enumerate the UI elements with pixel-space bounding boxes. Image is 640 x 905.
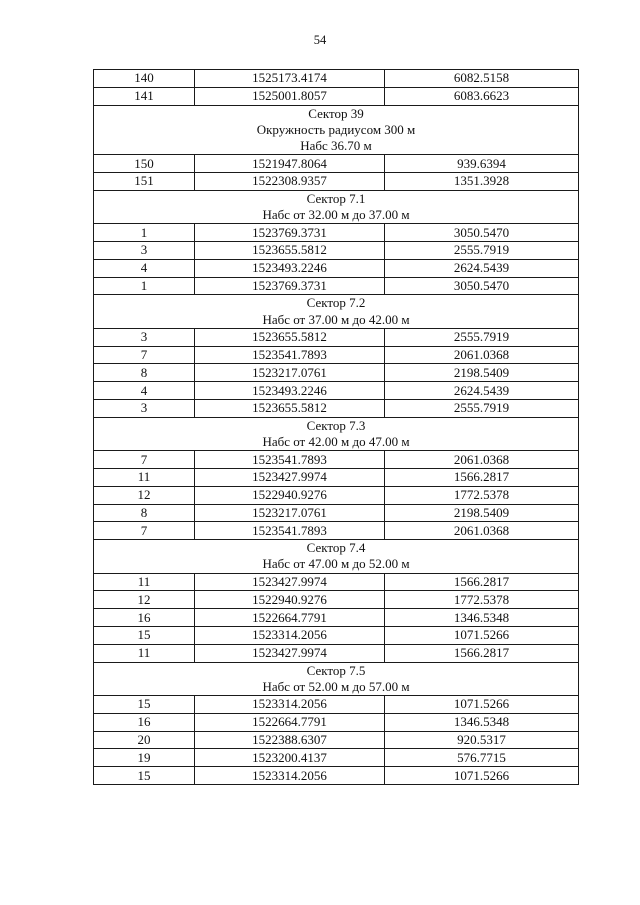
y-coordinate-cell: 576.7715 bbox=[385, 749, 579, 767]
x-coordinate-cell: 1523217.0761 bbox=[195, 504, 385, 522]
y-coordinate-cell: 2624.5439 bbox=[385, 382, 579, 400]
x-coordinate-cell: 1523655.5812 bbox=[195, 399, 385, 417]
point-number-cell: 151 bbox=[94, 173, 195, 191]
y-coordinate-cell: 3050.5470 bbox=[385, 277, 579, 295]
y-coordinate-cell: 2198.5409 bbox=[385, 504, 579, 522]
y-coordinate-cell: 2061.0368 bbox=[385, 451, 579, 469]
point-number-cell: 140 bbox=[94, 70, 195, 88]
point-number-cell: 16 bbox=[94, 609, 195, 627]
x-coordinate-cell: 1523541.7893 bbox=[195, 451, 385, 469]
table-row bbox=[94, 346, 579, 364]
page-number: 54 bbox=[313, 33, 327, 47]
table-row bbox=[94, 277, 579, 295]
y-coordinate-cell: 6082.5158 bbox=[385, 70, 579, 88]
y-coordinate-cell: 1566.2817 bbox=[385, 644, 579, 662]
coordinates-table bbox=[93, 69, 579, 785]
x-coordinate-cell: 1523314.2056 bbox=[195, 767, 385, 785]
table-row bbox=[94, 749, 579, 767]
y-coordinate-cell: 6083.6623 bbox=[385, 87, 579, 105]
point-number-cell: 7 bbox=[94, 451, 195, 469]
table-row bbox=[94, 573, 579, 591]
point-number-cell: 16 bbox=[94, 713, 195, 731]
x-coordinate-cell: 1523200.4137 bbox=[195, 749, 385, 767]
point-number-cell: 150 bbox=[94, 155, 195, 173]
sector-description: Окружность радиусом 300 м bbox=[256, 121, 416, 137]
y-coordinate-cell: 2555.7919 bbox=[385, 242, 579, 260]
point-number-cell: 3 bbox=[94, 328, 195, 346]
sector-header-row bbox=[94, 295, 579, 328]
coordinates-table-body bbox=[94, 70, 579, 785]
x-coordinate-cell: 1522388.6307 bbox=[195, 731, 385, 749]
y-coordinate-cell: 1772.5378 bbox=[385, 591, 579, 609]
table-row bbox=[94, 486, 579, 504]
table-row bbox=[94, 382, 579, 400]
sector-header-cell bbox=[94, 190, 579, 223]
y-coordinate-cell: 2555.7919 bbox=[385, 328, 579, 346]
sector-header-row bbox=[94, 662, 579, 695]
point-number-cell: 8 bbox=[94, 364, 195, 382]
sector-header-cell bbox=[94, 540, 579, 573]
table-row bbox=[94, 713, 579, 731]
table-row bbox=[94, 626, 579, 644]
x-coordinate-cell: 1523493.2246 bbox=[195, 382, 385, 400]
sector-header-row bbox=[94, 105, 579, 155]
table-row bbox=[94, 522, 579, 540]
table-row bbox=[94, 504, 579, 522]
x-coordinate-cell: 1523769.3731 bbox=[195, 224, 385, 242]
y-coordinate-cell: 1566.2817 bbox=[385, 573, 579, 591]
table-row bbox=[94, 70, 579, 88]
sector-title: Сектор 7.4 bbox=[306, 540, 366, 556]
point-number-cell: 141 bbox=[94, 87, 195, 105]
sector-description: Набс от 42.00 м до 47.00 м bbox=[262, 433, 410, 449]
point-number-cell: 1 bbox=[94, 224, 195, 242]
y-coordinate-cell: 1566.2817 bbox=[385, 468, 579, 486]
sector-header-row bbox=[94, 190, 579, 223]
table-row bbox=[94, 644, 579, 662]
sector-header-cell bbox=[94, 105, 579, 155]
point-number-cell: 11 bbox=[94, 644, 195, 662]
y-coordinate-cell: 2555.7919 bbox=[385, 399, 579, 417]
table-row bbox=[94, 468, 579, 486]
table-row bbox=[94, 399, 579, 417]
table-row bbox=[94, 242, 579, 260]
sector-title: Сектор 7.3 bbox=[306, 417, 366, 433]
y-coordinate-cell: 2061.0368 bbox=[385, 522, 579, 540]
y-coordinate-cell: 2061.0368 bbox=[385, 346, 579, 364]
y-coordinate-cell: 1071.5266 bbox=[385, 695, 579, 713]
table-row bbox=[94, 609, 579, 627]
y-coordinate-cell: 939.6394 bbox=[385, 155, 579, 173]
point-number-cell: 3 bbox=[94, 399, 195, 417]
x-coordinate-cell: 1523314.2056 bbox=[195, 695, 385, 713]
sector-description: Набс 36.70 м bbox=[300, 138, 372, 153]
x-coordinate-cell: 1522940.9276 bbox=[195, 591, 385, 609]
table-row bbox=[94, 155, 579, 173]
x-coordinate-cell: 1523655.5812 bbox=[195, 242, 385, 260]
table-row bbox=[94, 328, 579, 346]
point-number-cell: 15 bbox=[94, 695, 195, 713]
x-coordinate-cell: 1523314.2056 bbox=[195, 626, 385, 644]
table-row bbox=[94, 695, 579, 713]
table-row bbox=[94, 87, 579, 105]
y-coordinate-cell: 1351.3928 bbox=[385, 173, 579, 191]
sector-header-cell bbox=[94, 295, 579, 328]
x-coordinate-cell: 1522940.9276 bbox=[195, 486, 385, 504]
point-number-cell: 8 bbox=[94, 504, 195, 522]
y-coordinate-cell: 1346.5348 bbox=[385, 713, 579, 731]
x-coordinate-cell: 1523493.2246 bbox=[195, 259, 385, 277]
y-coordinate-cell: 1772.5378 bbox=[385, 486, 579, 504]
table-row bbox=[94, 451, 579, 469]
table-row bbox=[94, 364, 579, 382]
sector-header-cell bbox=[94, 417, 579, 450]
sector-header-cell bbox=[94, 662, 579, 695]
sector-description: Набс от 52.00 м до 57.00 м bbox=[262, 678, 410, 694]
x-coordinate-cell: 1525173.4174 bbox=[195, 70, 385, 88]
x-coordinate-cell: 1525001.8057 bbox=[195, 87, 385, 105]
table-row bbox=[94, 224, 579, 242]
y-coordinate-cell: 1346.5348 bbox=[385, 609, 579, 627]
sector-description: Набс от 32.00 м до 37.00 м bbox=[262, 207, 410, 222]
sector-title: Сектор 39 bbox=[308, 105, 364, 121]
point-number-cell: 1 bbox=[94, 277, 195, 295]
table-row bbox=[94, 591, 579, 609]
y-coordinate-cell: 920.5317 bbox=[385, 731, 579, 749]
sector-title: Сектор 7.2 bbox=[306, 295, 366, 311]
table-row bbox=[94, 173, 579, 191]
sector-header-row bbox=[94, 540, 579, 573]
x-coordinate-cell: 1523217.0761 bbox=[195, 364, 385, 382]
y-coordinate-cell: 2198.5409 bbox=[385, 364, 579, 382]
table-row bbox=[94, 259, 579, 277]
point-number-cell: 19 bbox=[94, 749, 195, 767]
x-coordinate-cell: 1522664.7791 bbox=[195, 713, 385, 731]
point-number-cell: 15 bbox=[94, 767, 195, 785]
x-coordinate-cell: 1523541.7893 bbox=[195, 346, 385, 364]
x-coordinate-cell: 1523427.9974 bbox=[195, 468, 385, 486]
point-number-cell: 11 bbox=[94, 573, 195, 591]
x-coordinate-cell: 1523769.3731 bbox=[195, 277, 385, 295]
point-number-cell: 20 bbox=[94, 731, 195, 749]
sector-title: Сектор 7.1 bbox=[306, 190, 366, 206]
point-number-cell: 4 bbox=[94, 259, 195, 277]
point-number-cell: 12 bbox=[94, 486, 195, 504]
sector-title: Сектор 7.5 bbox=[306, 662, 366, 678]
x-coordinate-cell: 1523427.9974 bbox=[195, 644, 385, 662]
point-number-cell: 12 bbox=[94, 591, 195, 609]
sector-description: Набс от 37.00 м до 42.00 м bbox=[262, 311, 410, 327]
point-number-cell: 4 bbox=[94, 382, 195, 400]
y-coordinate-cell: 2624.5439 bbox=[385, 259, 579, 277]
table-row bbox=[94, 731, 579, 749]
point-number-cell: 7 bbox=[94, 522, 195, 540]
x-coordinate-cell: 1523655.5812 bbox=[195, 328, 385, 346]
y-coordinate-cell: 1071.5266 bbox=[385, 626, 579, 644]
x-coordinate-cell: 1523541.7893 bbox=[195, 522, 385, 540]
sector-header-row bbox=[94, 417, 579, 450]
table-row bbox=[94, 767, 579, 785]
x-coordinate-cell: 1523427.9974 bbox=[195, 573, 385, 591]
x-coordinate-cell: 1522308.9357 bbox=[195, 173, 385, 191]
point-number-cell: 11 bbox=[94, 468, 195, 486]
point-number-cell: 15 bbox=[94, 626, 195, 644]
point-number-cell: 7 bbox=[94, 346, 195, 364]
x-coordinate-cell: 1522664.7791 bbox=[195, 609, 385, 627]
sector-description: Набс от 47.00 м до 52.00 м bbox=[262, 556, 410, 572]
point-number-cell: 3 bbox=[94, 242, 195, 260]
x-coordinate-cell: 1521947.8064 bbox=[195, 155, 385, 173]
y-coordinate-cell: 1071.5266 bbox=[385, 767, 579, 785]
y-coordinate-cell: 3050.5470 bbox=[385, 224, 579, 242]
